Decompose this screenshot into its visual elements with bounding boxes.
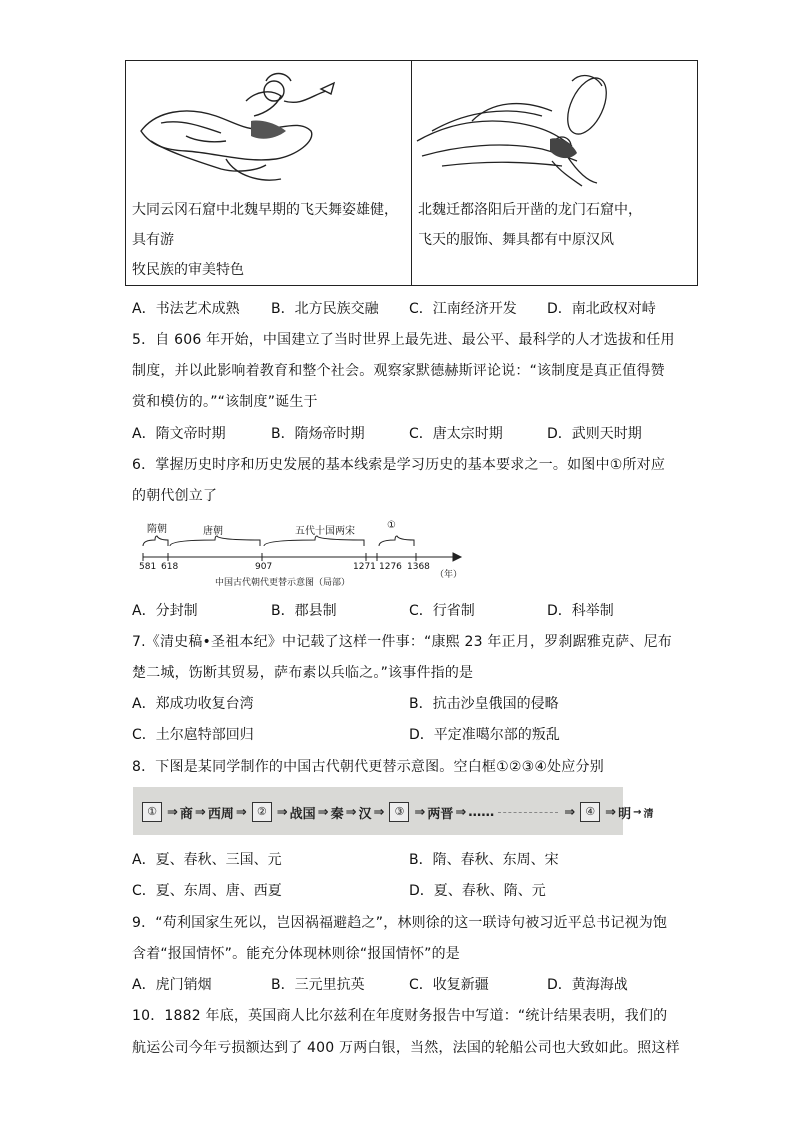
arrow-icon: ⇒ [194, 804, 206, 820]
q9-option-a[interactable]: A．虎门销烟 [132, 977, 212, 993]
q7-stem-line-1: 7.《清史稿•圣祖本纪》中记载了这样一件事：“康熙 23 年正月，罗刹踞雅克萨、尼布 [132, 634, 672, 650]
timeline-tick-1368: 1368 [407, 562, 430, 572]
q9-option-c[interactable]: C．收复新疆 [409, 977, 489, 993]
timeline-tick-907: 907 [255, 562, 273, 572]
fresco-figure-table [125, 60, 698, 286]
right-fresco-caption: 北魏迁都洛阳后开凿的龙门石窟中， 飞天的服饰、舞具都有中原汉风 [418, 202, 642, 248]
q6-stem-line-2: 的朝代创立了 [132, 488, 218, 504]
q7-option-c[interactable]: C．土尔扈特部回归 [132, 727, 254, 743]
q4-option-d[interactable]: D．南北政权对峙 [547, 301, 656, 317]
q4-option-b[interactable]: B．北方民族交融 [271, 301, 379, 317]
left-fresco-cell [126, 61, 412, 286]
q8-option-b[interactable]: B．隋、春秋、东周、宋 [409, 852, 559, 868]
q5-stem-line-3: 赏和模仿的。”“该制度”诞生于 [132, 394, 318, 410]
seq-qin: 秦 [330, 806, 344, 822]
q7-option-b[interactable]: B．抗击沙皇俄国的侵略 [409, 696, 559, 712]
q9-option-d[interactable]: D．黄海海战 [547, 977, 628, 993]
timeline-unit: （年） [435, 570, 463, 580]
timeline-tick-1276: 1276 [379, 562, 402, 572]
timeline-tick-618: 618 [161, 562, 179, 572]
dynasty-timeline [135, 520, 465, 590]
right-fresco-cell [412, 61, 698, 286]
q4-option-a[interactable]: A．书法艺术成熟 [132, 301, 240, 317]
timeline-label-sui: 隋朝 [147, 524, 167, 535]
q5-option-a[interactable]: A．隋文帝时期 [132, 426, 226, 442]
q5-option-d[interactable]: D．武则天时期 [547, 426, 642, 442]
seq-shang: 商 [179, 806, 193, 822]
seq-blank-1: ① [142, 802, 162, 822]
seq-blank-4: ④ [580, 802, 600, 822]
arrow-icon: ⇒ [317, 804, 329, 820]
q10-stem-line-2: 航运公司今年亏损额达到了 400 万两白银，当然，法国的轮船公司也大致如此。照这样 [132, 1040, 680, 1056]
q6-option-b[interactable]: B．郡县制 [271, 603, 337, 619]
timeline-label-blank: ① [387, 520, 396, 531]
arrow-icon: ⇒ [167, 804, 178, 820]
q9-option-b[interactable]: B．三元里抗英 [271, 977, 365, 993]
q6-option-d[interactable]: D．科举制 [547, 603, 614, 619]
seq-qing: 清 [643, 808, 654, 820]
seq-blank-2: ② [252, 802, 272, 822]
seq-ming: 明 [618, 806, 632, 822]
seq-dots: …… [468, 804, 495, 820]
dynasty-sequence-diagram [133, 787, 654, 835]
arrow-icon: ⇒ [276, 804, 288, 820]
arrow-icon: ⇒ [345, 804, 357, 820]
arrow-icon: → [633, 806, 642, 818]
q5-option-b[interactable]: B．隋炀帝时期 [271, 426, 365, 442]
q5-option-c[interactable]: C．唐太宗时期 [409, 426, 503, 442]
arrow-icon: ⇒ [414, 804, 426, 820]
q6-option-a[interactable]: A．分封制 [132, 603, 198, 619]
q8-option-a[interactable]: A．夏、春秋、三国、元 [132, 852, 282, 868]
arrow-icon: ⇒ [605, 804, 617, 820]
q4-option-c[interactable]: C．江南经济开发 [409, 301, 517, 317]
q8-option-d[interactable]: D．夏、春秋、隋、元 [409, 883, 546, 899]
left-fresco-caption: 大同云冈石窟中北魏早期的飞天舞姿雄健，具有游 牧民族的审美特色 [132, 202, 398, 278]
q7-option-d[interactable]: D．平定准噶尔部的叛乱 [409, 727, 560, 743]
seq-xizhou: 西周 [207, 806, 234, 822]
q5-stem-line-2: 制度，并以此影响着教育和整个社会。观察家默德赫斯评论说：“该制度是真正值得赞 [132, 363, 665, 379]
timeline-tick-1271: 1271 [353, 562, 376, 572]
q6-option-c[interactable]: C．行省制 [409, 603, 475, 619]
q10-stem-line-1: 10．1882 年底，英国商人比尔兹利在年度财务报告中写道：“统计结果表明，我们的 [132, 1008, 668, 1024]
timeline-caption: 中国古代朝代更替示意图（局部） [215, 578, 351, 588]
yungang-flying-apsara-image [126, 61, 411, 191]
timeline-label-tang: 唐朝 [203, 526, 223, 537]
arrow-icon: ⇒ [455, 804, 467, 820]
seq-blank-3: ③ [389, 802, 409, 822]
q8-option-c[interactable]: C．夏、东周、唐、西夏 [132, 883, 282, 899]
arrow-icon: ⇒ [564, 804, 576, 820]
q8-stem-line-1: 8．下图是某同学制作的中国古代朝代更替示意图。空白框①②③④处应分别 [132, 759, 604, 775]
q9-stem-line-2: 含着“报国情怀”。能充分体现林则徐“报国情怀”的是 [132, 946, 461, 962]
q6-stem-line-1: 6．掌握历史时序和历史发展的基本线索是学习历史的基本要求之一。如图中①所对应 [132, 457, 666, 473]
seq-han: 汉 [358, 806, 372, 822]
timeline-label-song: 五代十国两宋 [295, 526, 355, 537]
arrow-icon: ⇒ [373, 804, 385, 820]
seq-zhanguo: 战国 [289, 806, 316, 822]
arrow-icon: ⇒ [235, 804, 247, 820]
q9-stem-line-1: 9．“苟利国家生死以，岂因祸福避趋之”，林则徐的这一联诗句被习近平总书记视为饱 [132, 915, 668, 931]
seq-liangjin: 两晋 [427, 806, 454, 822]
q7-option-a[interactable]: A．郑成功收复台湾 [132, 696, 254, 712]
timeline-tick-581: 581 [139, 562, 157, 572]
q5-stem-line-1: 5．自 606 年开始，中国建立了当时世界上最先进、最公平、最科学的人才选拔和任用 [132, 332, 675, 348]
seq-faded-segment [498, 812, 558, 813]
q7-stem-line-2: 楚二城，饬断其贸易，萨布素以兵临之。”该事件指的是 [132, 665, 474, 681]
longmen-flying-apsara-image [412, 61, 697, 191]
